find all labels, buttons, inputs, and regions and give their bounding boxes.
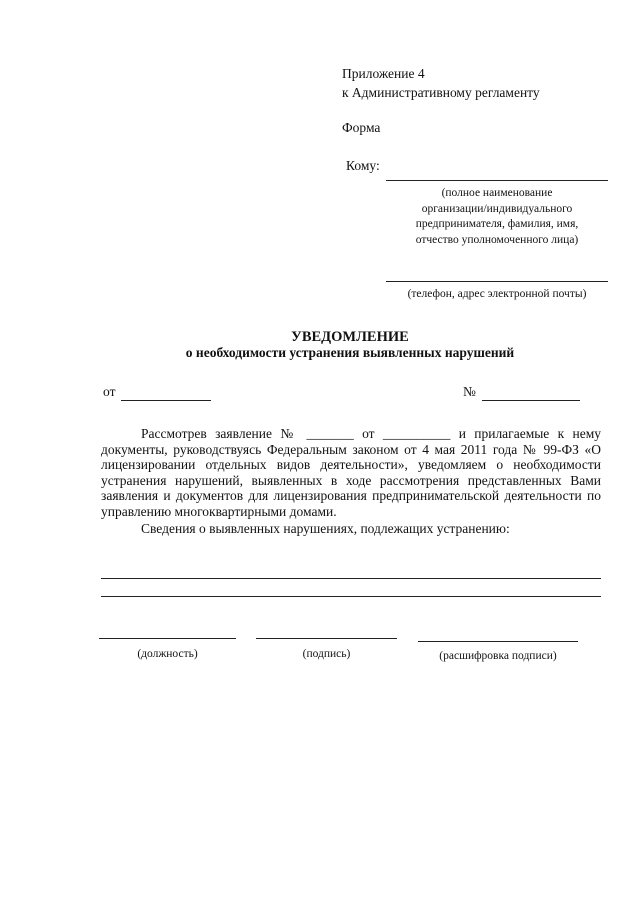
contact-line	[386, 281, 608, 282]
contact-hint: (телефон, адрес электронной почты)	[407, 288, 587, 300]
recipient-hint-line: отчество уполномоченного лица)	[415, 233, 579, 246]
body-line1-end: и прилагаемые к нему	[458, 426, 602, 441]
position-caption: (должность)	[137, 648, 198, 660]
signature-line	[256, 638, 397, 639]
body-rest: документы, руководствуясь Федеральным законом от 4 мая 2011 года № 99-ФЗ «О лицензировании отдельных видов деятельности», уведомляем о необходимости устранения нарушений, выявленных в ходе рассмотрения представленных Вами заявления и документов для лицензирования предпринимательской деятельности по управлению многоквартирными домами.	[101, 441, 601, 519]
signature-caption: (подпись)	[302, 648, 351, 660]
body-paragraph	[101, 426, 601, 520]
application-date-blank: __________	[382, 426, 451, 441]
document-subtitle: о необходимости устранения выявленных нарушений	[185, 345, 515, 360]
form-label: Форма	[342, 120, 381, 135]
recipient-hint-line: (полное наименование	[441, 187, 553, 199]
appendix-label: Приложение 4	[342, 66, 425, 81]
number-label: №	[463, 384, 476, 399]
recipient-hint-line: предпринимателя, фамилия, имя,	[415, 218, 579, 230]
recipient-hint	[386, 186, 608, 248]
position-line	[99, 638, 236, 639]
signature-decode-line	[418, 641, 578, 642]
body-line1-from: от	[362, 426, 375, 441]
recipient-line	[386, 180, 608, 181]
document-title: УВЕДОМЛЕНИЕ	[291, 329, 409, 345]
signature-decode-caption: (расшифровка подписи)	[439, 650, 557, 662]
to-label: Кому:	[346, 158, 380, 173]
body-text	[101, 426, 601, 536]
number-blank	[482, 400, 580, 401]
violation-line	[101, 596, 601, 597]
body-line1-start: Рассмотрев заявление №	[141, 426, 299, 441]
recipient-hint-line: организации/индивидуального	[421, 202, 573, 215]
date-blank	[121, 400, 211, 401]
violations-label: Сведения о выявленных нарушениях, подлежащих устранению:	[141, 520, 510, 536]
regulation-label: к Административному регламенту	[342, 85, 540, 100]
violation-line	[101, 578, 601, 579]
from-label: от	[103, 384, 116, 399]
application-number-blank: _______	[306, 426, 354, 441]
